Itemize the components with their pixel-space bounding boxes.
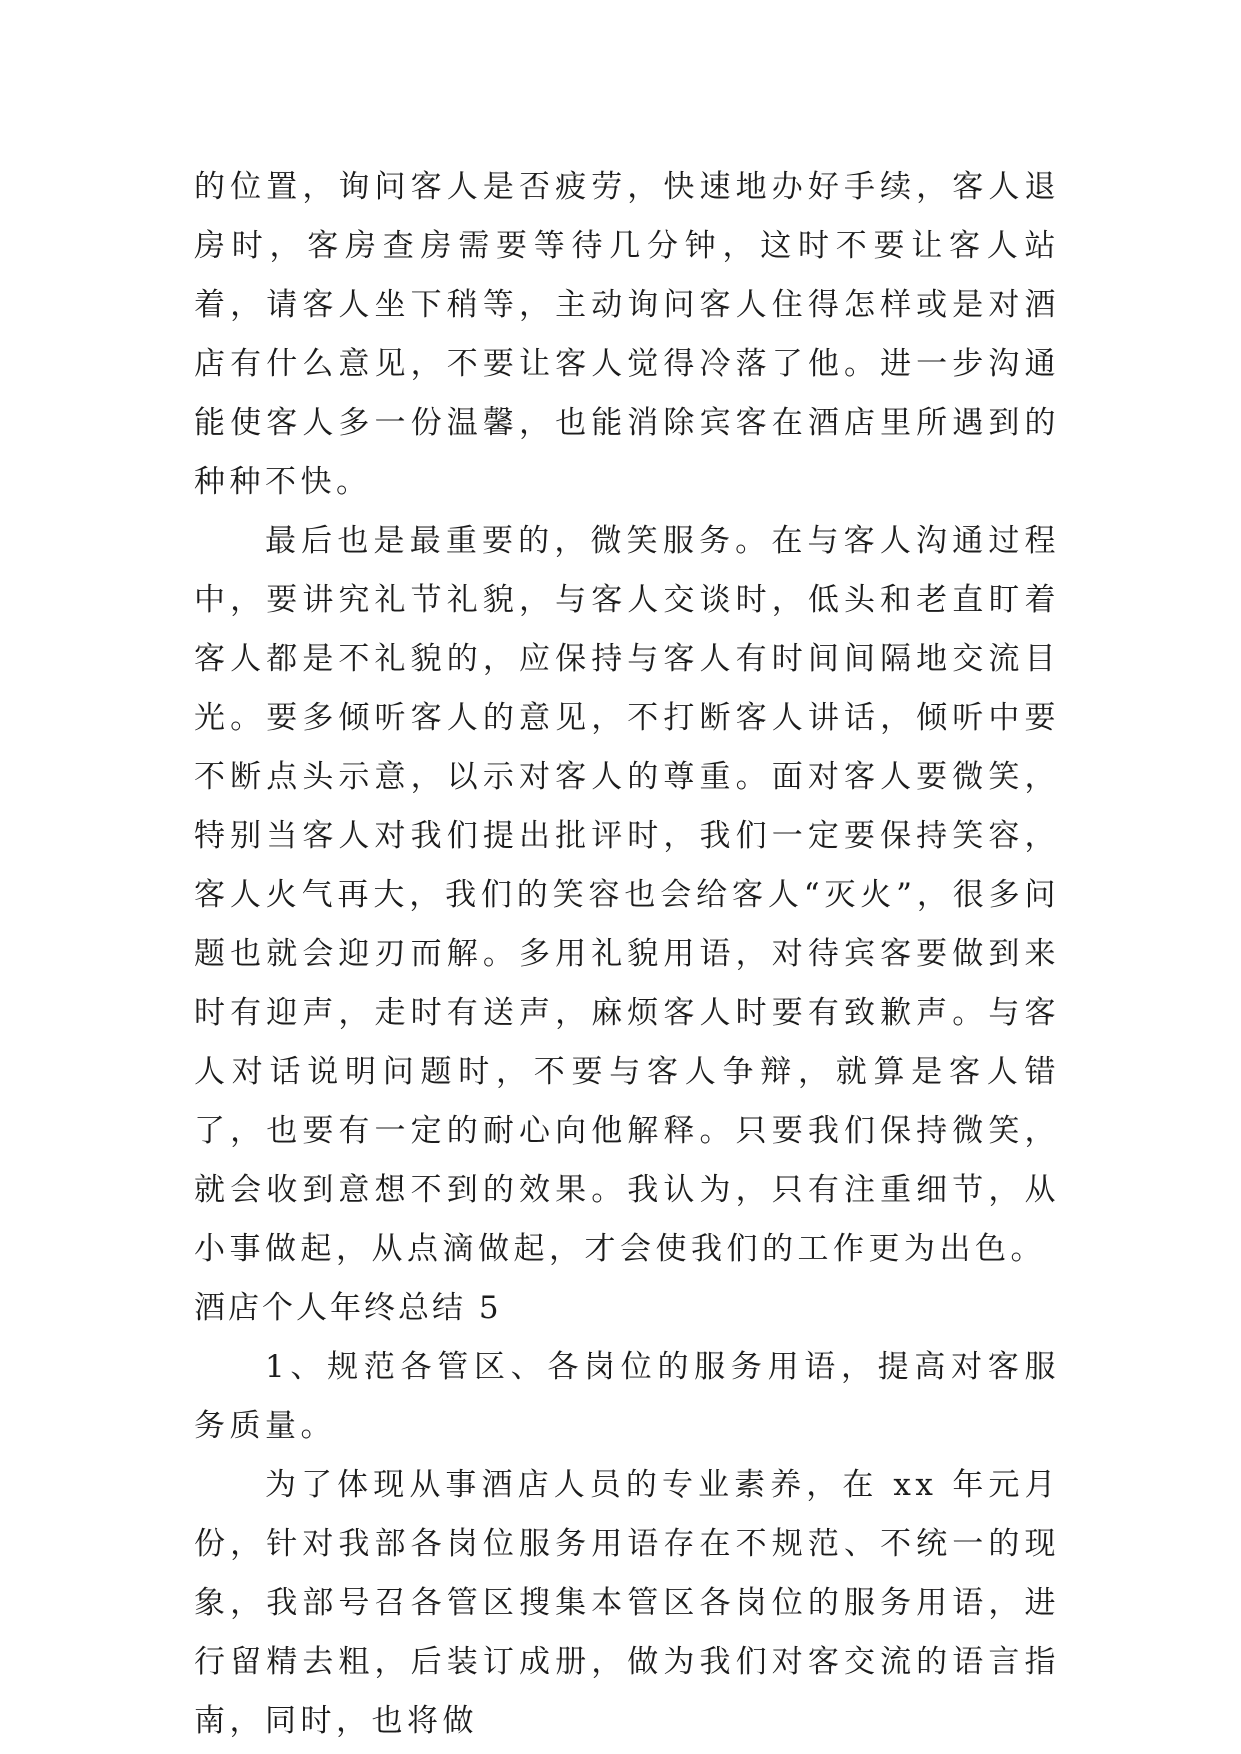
body-paragraph: 为了体现从事酒店人员的专业素养，在 xx 年元月份，针对我部各岗位服务用语存在不规范、不统一的现象，我部号召各管区搜集本管区各岗位的服务用语，进行留精去粗，后装订成册，做为我们对客交流的语言指南，同时，也将做 [194,1467,1060,1739]
body-paragraph: 的位置，询问客人是否疲劳，快速地办好手续，客人退房时，客房查房需要等待几分钟，这时不要让客人站着，请客人坐下稍等，主动询问客人住得怎样或是对酒店有什么意见，不要让客人觉得冷落了他。进一步沟通能使客人多一份温馨，也能消除宾客在酒店里所遇到的种种不快。 [194,169,1060,500]
body-paragraph: 最后也是最重要的，微笑服务。在与客人沟通过程中，要讲究礼节礼貌，与客人交谈时，低头和老直盯着客人都是不礼貌的，应保持与客人有时间间隔地交流目光。要多倾听客人的意见，不打断客人讲话，倾听中要不断点头示意，以示对客人的尊重。面对客人要微笑，特别当客人对我们提出批评时，我们一定要保持笑容，客人火气再大，我们的笑容也会给客人“灭火”，很多问题也就会迎刃而解。多用礼貌用语，对待宾客要做到来时有迎声，走时有送声，麻烦客人时要有致歉声。与客人对话说明问题时，不要与客人争辩，就算是客人错了，也要有一定的耐心向他解释。只要我们保持微笑，就会收到意想不到的效果。我认为，只有注重细节，从小事做起，从点滴做起，才会使我们的工作更为出色。 [194,523,1060,1267]
body-paragraph: 1、规范各管区、各岗位的服务用语，提高对客服务质量。 [194,1349,1060,1444]
document-page [194,158,1060,1751]
section-heading: 酒店个人年终总结 5 [194,1290,502,1326]
